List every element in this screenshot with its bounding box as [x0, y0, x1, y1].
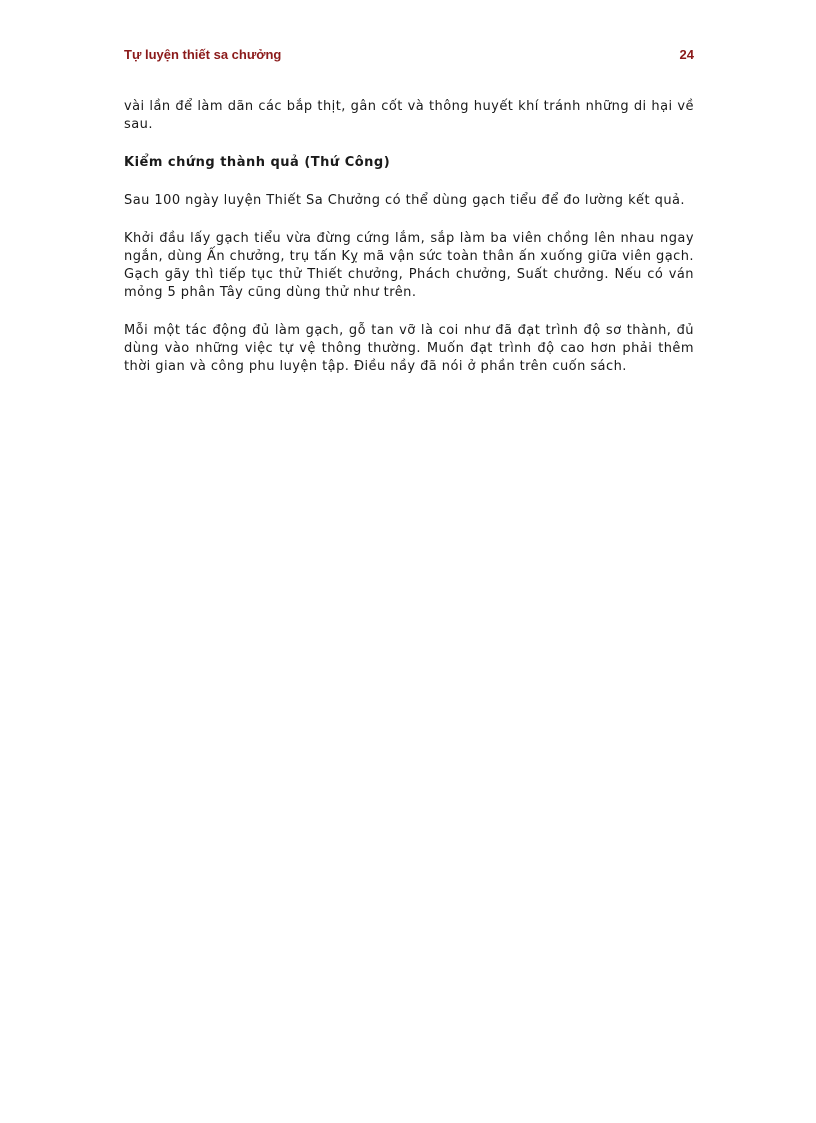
header-title: Tự luyện thiết sa chưởng [124, 47, 282, 62]
page-header [124, 47, 694, 65]
paragraph-continuation: vài lần để làm dãn các bắp thịt, gân cốt và thông huyết khí tránh những di hại về sau. [124, 99, 694, 132]
section-heading: Kiểm chứng thành quả (Thứ Công) [124, 155, 391, 170]
document-body [124, 98, 694, 396]
paragraph-test-intro: Sau 100 ngày luyện Thiết Sa Chưởng có thể dùng gạch tiểu để đo lường kết quả. [124, 193, 686, 208]
page-number: 24 [679, 47, 694, 62]
paragraph-result: Mỗi một tác động đủ làm gạch, gỗ tan vỡ là coi như đã đạt trình độ sơ thành, đủ dùng vào những việc tự vệ thông thường. Muốn đạt trình độ cao hơn phải thêm thời gian và công phu luyện tập. Điều nầy đã nói ở phần trên cuốn sách. [124, 323, 694, 374]
paragraph-brick-test: Khởi đầu lấy gạch tiểu vừa đừng cứng lắm, sắp làm ba viên chồng lên nhau ngay ngắn, dùng Ấn chưởng, trụ tấn Kỵ mã vận sức toàn thân ấn xuống giữa viên gạch. Gạch gãy thì tiếp tục thử Thiết chưởng, Phách chưởng, Suất chưởng. Nếu có ván mỏng 5 phân Tây cũng dùng thử như trên. [124, 231, 694, 300]
